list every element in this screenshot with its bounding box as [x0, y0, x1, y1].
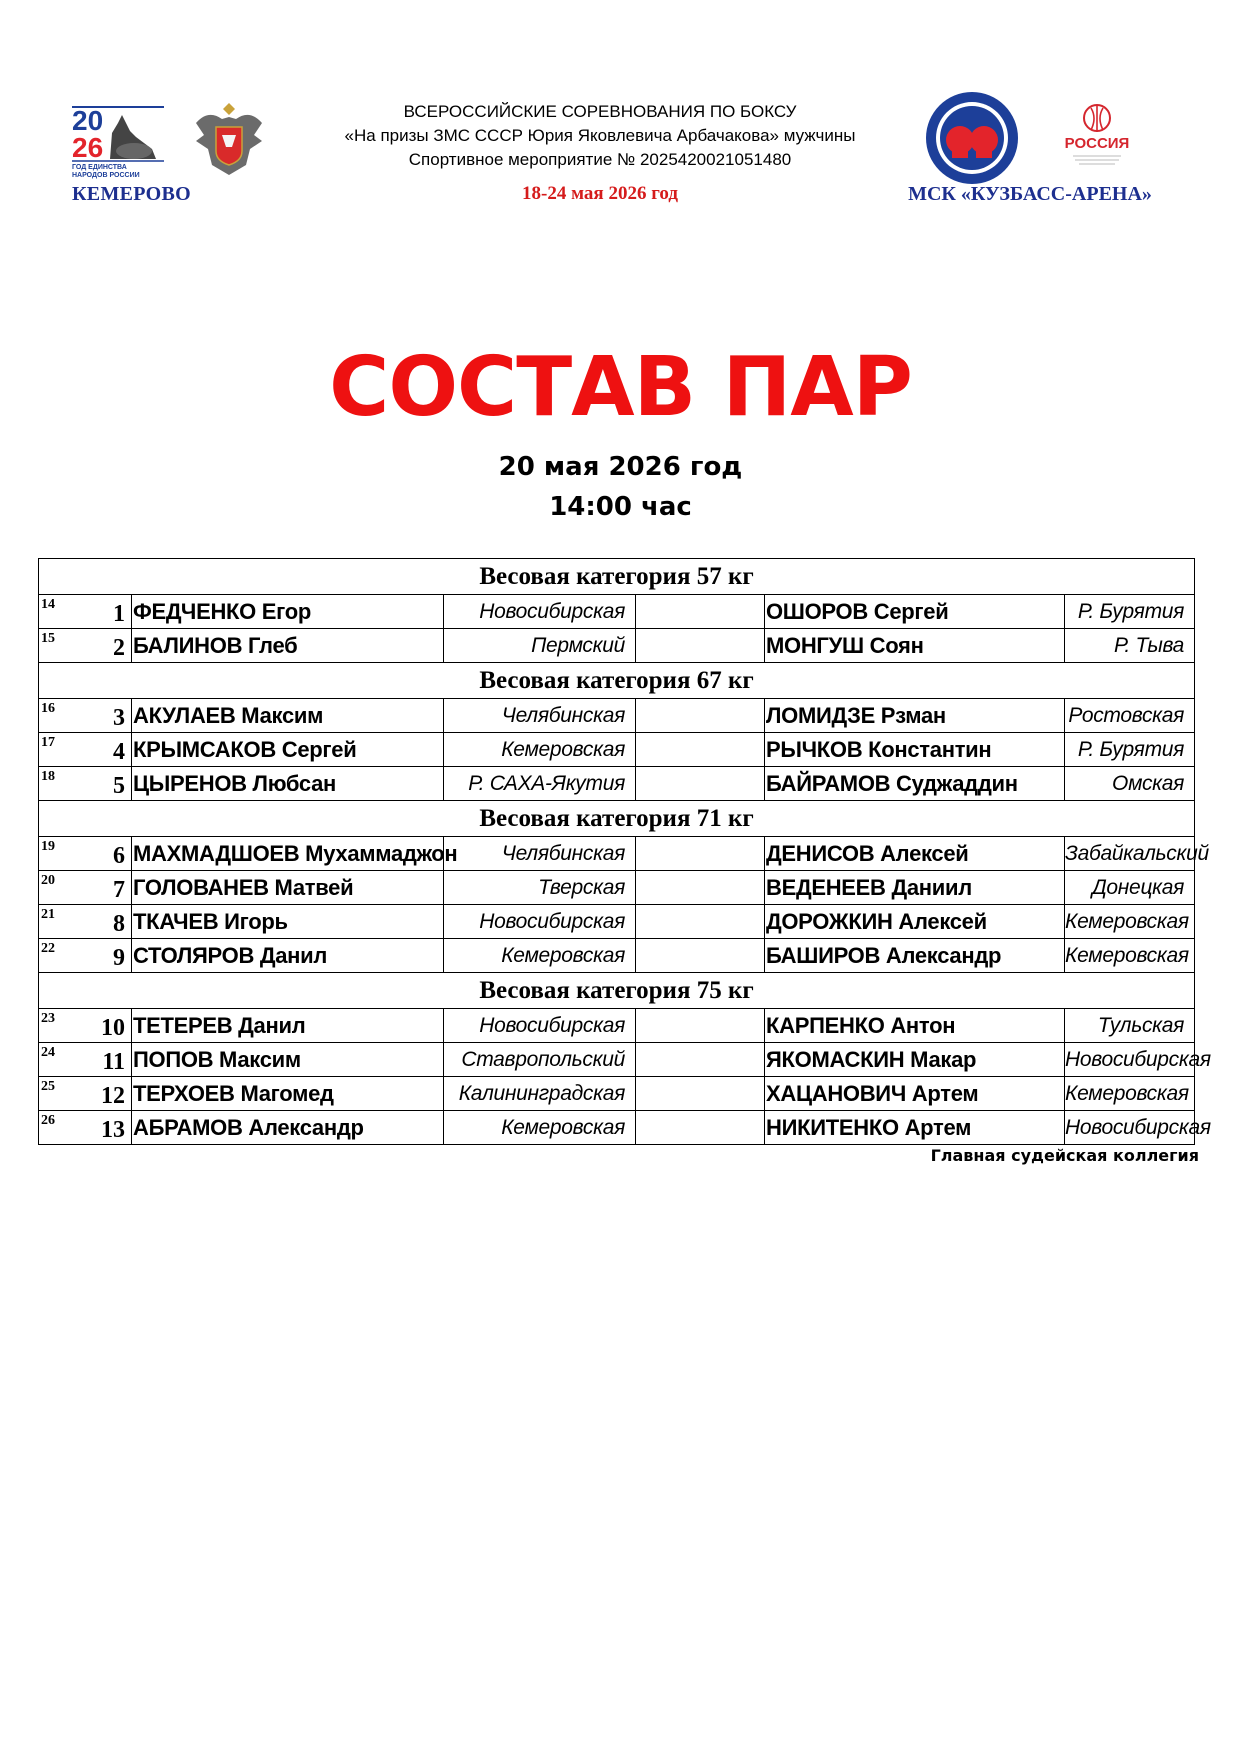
pair-row: [39, 767, 1195, 801]
blue-corner-name: БАШИРОВ Александр: [765, 939, 1065, 973]
document-header: [0, 0, 1241, 230]
pair-number-cell: [39, 767, 132, 801]
blue-corner-name: БАЙРАМОВ Суджаддин: [765, 767, 1065, 801]
bout-number: 18: [41, 769, 55, 784]
pair-number-cell: [39, 837, 132, 871]
blue-corner-region: Р. Бурятия: [1065, 733, 1195, 767]
red-corner-name: АКУЛАЕВ Максим: [132, 699, 444, 733]
boxing-federation-logo: [924, 90, 1020, 186]
result-cell: [636, 871, 765, 905]
city-label: КЕМЕРОВО: [72, 183, 192, 205]
red-corner-region: Ставропольский: [444, 1043, 636, 1077]
blue-corner-name: ОШОРОВ Сергей: [765, 595, 1065, 629]
bout-number: 16: [41, 701, 55, 716]
result-cell: [636, 837, 765, 871]
weight-category-label: Весовая категория 71 кг: [39, 801, 1195, 837]
blue-corner-region: Омская: [1065, 767, 1195, 801]
red-corner-name: ФЕДЧЕНКО Егор: [132, 595, 444, 629]
blue-corner-name: МОНГУШ Соян: [765, 629, 1065, 663]
result-cell: [636, 1111, 765, 1145]
pair-number-cell: [39, 699, 132, 733]
result-cell: [636, 699, 765, 733]
page-title: СОСТАВ ПАР: [329, 340, 912, 435]
pair-number: 10: [101, 1015, 125, 1041]
pair-number-cell: [39, 1077, 132, 1111]
judges-panel-signature: Главная судейская коллегия: [930, 1146, 1199, 1165]
red-corner-name: ТЕРХОЕВ Магомед: [132, 1077, 444, 1111]
bout-number: 22: [41, 941, 55, 956]
pairs-table: [38, 558, 1211, 1145]
red-corner-region: Кемеровская: [444, 1111, 636, 1145]
result-cell: [636, 905, 765, 939]
pair-number-cell: [39, 905, 132, 939]
result-cell: [636, 629, 765, 663]
pair-number-cell: [39, 1009, 132, 1043]
blue-corner-region: Донецкая: [1065, 871, 1195, 905]
blue-corner-name: ЯКОМАСКИН Макар: [765, 1043, 1065, 1077]
competition-dates: 18-24 мая 2026 год: [522, 183, 678, 204]
pair-number: 9: [113, 945, 125, 971]
event-date: 20 мая 2026 год: [498, 452, 743, 482]
result-cell: [636, 939, 765, 973]
logo-year-bottom: 26: [72, 132, 104, 163]
weight-category-row: [39, 973, 1195, 1009]
weight-category-label: Весовая категория 57 кг: [39, 559, 1195, 595]
pair-number: 13: [101, 1117, 125, 1143]
red-corner-region: Кемеровская: [444, 733, 636, 767]
weight-category-row: [39, 801, 1195, 837]
bout-number: 20: [41, 873, 55, 888]
blue-corner-region: Кемеровская: [1065, 1077, 1195, 1111]
red-corner-region: Челябинская: [444, 699, 636, 733]
blue-corner-region: Р. Тыва: [1065, 629, 1195, 663]
pair-number-cell: [39, 1043, 132, 1077]
pair-number-cell: [39, 1111, 132, 1145]
logo-year-top: 20: [72, 105, 104, 136]
bout-number: 24: [41, 1045, 55, 1060]
red-corner-region: Кемеровская: [444, 939, 636, 973]
pair-row: [39, 1009, 1195, 1043]
red-corner-name: АБРАМОВ Александр: [132, 1111, 444, 1145]
bout-number: 21: [41, 907, 55, 922]
pair-number-cell: [39, 871, 132, 905]
bout-number: 25: [41, 1079, 55, 1094]
result-cell: [636, 767, 765, 801]
pair-row: [39, 595, 1195, 629]
pair-number-cell: [39, 939, 132, 973]
red-corner-name: СТОЛЯРОВ Данил: [132, 939, 444, 973]
blue-corner-name: ДЕНИСОВ Алексей: [765, 837, 1065, 871]
bout-number: 23: [41, 1011, 55, 1026]
venue-label: МСК «КУЗБАСС-АРЕНА»: [908, 183, 1152, 205]
pair-number: 12: [101, 1083, 125, 1109]
bout-number: 14: [41, 597, 55, 612]
red-corner-region: Калининградская: [444, 1077, 636, 1111]
blue-corner-region: Новосибирская: [1065, 1111, 1195, 1145]
result-cell: [636, 595, 765, 629]
red-corner-region: Пермский: [444, 629, 636, 663]
pair-row: [39, 871, 1195, 905]
red-corner-name: МАХМАДШОЕВ Мухаммаджон: [132, 837, 444, 871]
pair-row: [39, 1111, 1195, 1145]
blue-corner-name: ВЕДЕНЕЕВ Даниил: [765, 871, 1065, 905]
red-corner-name: ТЕТЕРЕВ Данил: [132, 1009, 444, 1043]
blue-corner-region: Забайкальский: [1065, 837, 1195, 871]
pair-number: 11: [102, 1049, 125, 1075]
red-corner-name: БАЛИНОВ Глеб: [132, 629, 444, 663]
pair-row: [39, 1043, 1195, 1077]
red-corner-region: Челябинская: [444, 837, 636, 871]
blue-corner-name: НИКИТЕНКО Артем: [765, 1111, 1065, 1145]
red-corner-name: ГОЛОВАНЕВ Матвей: [132, 871, 444, 905]
pair-number: 5: [113, 773, 125, 799]
red-corner-region: Тверская: [444, 871, 636, 905]
pair-row: [39, 905, 1195, 939]
pair-row: [39, 837, 1195, 871]
red-corner-region: Новосибирская: [444, 1009, 636, 1043]
pair-row: [39, 939, 1195, 973]
red-corner-region: Новосибирская: [444, 905, 636, 939]
red-corner-region: Р. САХА-Якутия: [444, 767, 636, 801]
blue-corner-region: Новосибирская: [1065, 1043, 1195, 1077]
pair-number: 7: [113, 877, 125, 903]
result-cell: [636, 1077, 765, 1111]
blue-corner-region: Р. Бурятия: [1065, 595, 1195, 629]
logo-year-caption1: ГОД ЕДИНСТВА: [72, 164, 127, 171]
bout-number: 15: [41, 631, 55, 646]
red-corner-name: ТКАЧЕВ Игорь: [132, 905, 444, 939]
pair-number: 3: [113, 705, 125, 731]
pair-number: 8: [113, 911, 125, 937]
pair-row: [39, 1077, 1195, 1111]
pair-row: [39, 629, 1195, 663]
weight-category-row: [39, 559, 1195, 595]
competition-title-line2: «На призы ЗМС СССР Юрия Яковлевича Арбачакова» мужчины: [344, 126, 856, 145]
red-corner-name: ЦЫРЕНОВ Любсан: [132, 767, 444, 801]
pair-row: [39, 699, 1195, 733]
red-corner-name: КРЫМСАКОВ Сергей: [132, 733, 444, 767]
weight-category-row: [39, 663, 1195, 699]
blue-corner-name: КАРПЕНКО Антон: [765, 1009, 1065, 1043]
pair-number-cell: [39, 629, 132, 663]
result-cell: [636, 1043, 765, 1077]
blue-corner-name: ЛОМИДЗЕ Рзман: [765, 699, 1065, 733]
bout-number: 17: [41, 735, 55, 750]
red-corner-region: Новосибирская: [444, 595, 636, 629]
competition-title-line1: ВСЕРОССИЙСКИЕ СОРЕВНОВАНИЯ ПО БОКСУ: [403, 102, 797, 121]
blue-corner-name: РЫЧКОВ Константин: [765, 733, 1065, 767]
russia-brand-logo: [1055, 102, 1145, 174]
russia-logo-text: РОССИЯ: [1064, 135, 1130, 152]
logo-year-caption2: НАРОДОВ РОССИИ: [72, 172, 140, 179]
pair-number-cell: [39, 595, 132, 629]
bout-number: 26: [41, 1113, 55, 1128]
blue-corner-region: Ростовская: [1065, 699, 1195, 733]
red-corner-name: ПОПОВ Максим: [132, 1043, 444, 1077]
weight-category-label: Весовая категория 67 кг: [39, 663, 1195, 699]
blue-corner-region: Кемеровская: [1065, 939, 1195, 973]
bout-number: 19: [41, 839, 55, 854]
blue-corner-name: ХАЦАНОВИЧ Артем: [765, 1077, 1065, 1111]
blue-corner-region: Кемеровская: [1065, 905, 1195, 939]
competition-title: [300, 100, 900, 172]
pairs-table-body: [39, 559, 1211, 1145]
pair-number: 4: [113, 739, 125, 765]
result-cell: [636, 1009, 765, 1043]
pair-number: 6: [113, 843, 125, 869]
blue-corner-region: Тульская: [1065, 1009, 1195, 1043]
pair-number: 2: [113, 635, 125, 661]
year-of-unity-logo: [72, 93, 172, 181]
pair-row: [39, 733, 1195, 767]
pair-number-cell: [39, 733, 132, 767]
event-time: 14:00 час: [549, 492, 692, 522]
weight-category-label: Весовая категория 75 кг: [39, 973, 1195, 1009]
ministry-emblem-icon: [188, 95, 270, 181]
result-cell: [636, 733, 765, 767]
competition-title-line3: Спортивное мероприятие № 2025420021051480: [408, 150, 792, 169]
pair-number: 1: [113, 601, 125, 627]
blue-corner-name: ДОРОЖКИН Алексей: [765, 905, 1065, 939]
